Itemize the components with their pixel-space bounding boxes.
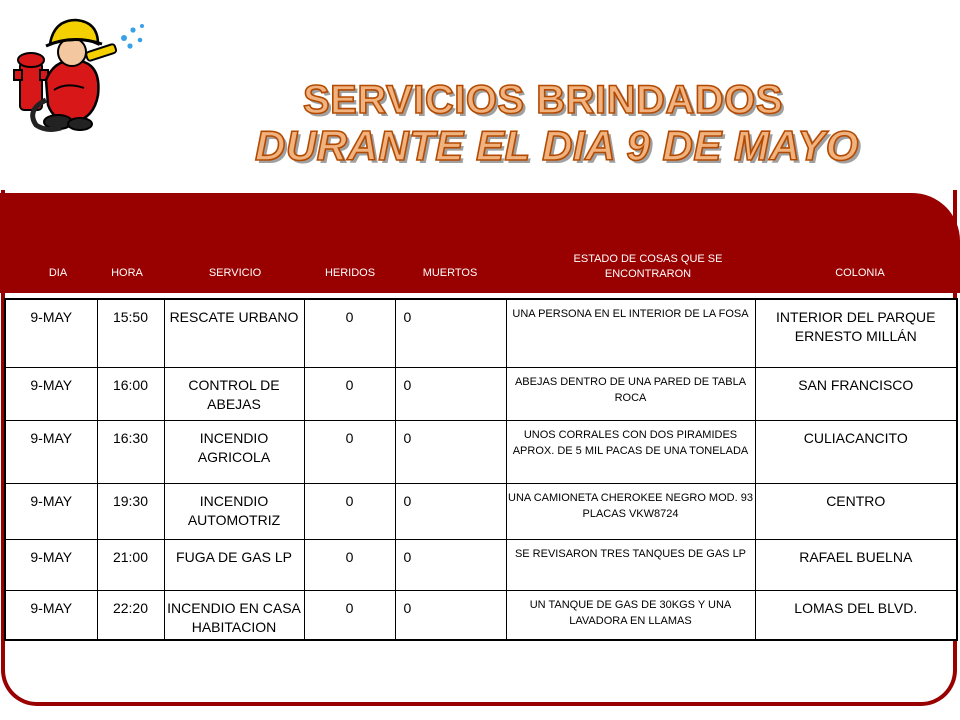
cell-colonia: RAFAEL BUELNA [755, 539, 957, 590]
cell-hora: 16:30 [97, 420, 164, 483]
cell-servicio: INCENDIO EN CASA HABITACION [164, 590, 304, 640]
cell-colonia: INTERIOR DEL PARQUE ERNESTO MILLÁN [755, 299, 957, 367]
cell-muertos: 0 [395, 367, 506, 420]
cell-heridos: 0 [304, 367, 395, 420]
cell-hora: 16:00 [97, 367, 164, 420]
cell-heridos: 0 [304, 483, 395, 539]
cell-hora: 22:20 [97, 590, 164, 640]
table-row [5, 367, 957, 420]
table-row [5, 420, 957, 483]
cell-colonia: SAN FRANCISCO [755, 367, 957, 420]
cell-hora: 21:00 [97, 539, 164, 590]
table-row [5, 299, 957, 367]
cell-estado: UN TANQUE DE GAS DE 30KGS Y UNA LAVADORA EN LLAMAS [506, 590, 755, 640]
cell-dia: 9-MAY [5, 590, 97, 640]
cell-dia: 9-MAY [5, 483, 97, 539]
cell-estado: ABEJAS DENTRO DE UNA PARED DE TABLA ROCA [506, 367, 755, 420]
cell-servicio: INCENDIO AUTOMOTRIZ [164, 483, 304, 539]
cell-muertos: 0 [395, 539, 506, 590]
cell-dia: 9-MAY [5, 299, 97, 367]
header-colonia: COLONIA [835, 267, 885, 279]
cell-heridos: 0 [304, 590, 395, 640]
cell-servicio: CONTROL DE ABEJAS [164, 367, 304, 420]
cell-estado: SE REVISARON TRES TANQUES DE GAS LP [506, 539, 755, 590]
header-hora: HORA [111, 267, 143, 279]
cell-hora: 15:50 [97, 299, 164, 367]
cell-heridos: 0 [304, 539, 395, 590]
cell-muertos: 0 [395, 299, 506, 367]
cell-hora: 19:30 [97, 483, 164, 539]
cell-colonia: CULIACANCITO [755, 420, 957, 483]
cell-colonia: LOMAS DEL BLVD. [755, 590, 957, 640]
cell-heridos: 0 [304, 299, 395, 367]
cell-servicio: FUGA DE GAS LP [164, 539, 304, 590]
cell-estado: UNA CAMIONETA CHEROKEE NEGRO MOD. 93 PLACAS VKW8724 [506, 483, 755, 539]
title-line-2: DURANTE EL DIA 9 DE MAYO [255, 122, 859, 169]
title-line-1: SERVICIOS BRINDADOS [303, 78, 783, 122]
cell-servicio: INCENDIO AGRICOLA [164, 420, 304, 483]
header-estado-line1: ESTADO DE COSAS QUE SE [573, 253, 723, 265]
cell-muertos: 0 [395, 483, 506, 539]
cell-dia: 9-MAY [5, 367, 97, 420]
header-dia: DIA [48, 267, 68, 279]
header-heridos: HERIDOS [324, 267, 376, 279]
table-row [5, 590, 957, 640]
cell-servicio: RESCATE URBANO [164, 299, 304, 367]
cell-estado: UNA PERSONA EN EL INTERIOR DE LA FOSA [506, 299, 755, 367]
table-row [5, 483, 957, 539]
header-muertos: MUERTOS [422, 267, 478, 279]
firefighter-mascot-icon [6, 10, 156, 135]
cell-dia: 9-MAY [5, 539, 97, 590]
services-table [4, 298, 958, 641]
header-estado-line2: ENCONTRARON [604, 268, 692, 280]
cell-muertos: 0 [395, 420, 506, 483]
cell-estado: UNOS CORRALES CON DOS PIRAMIDES APROX. DE 5 MIL PACAS DE UNA TONELADA [506, 420, 755, 483]
header-estado [536, 252, 760, 282]
cell-heridos: 0 [304, 420, 395, 483]
cell-dia: 9-MAY [5, 420, 97, 483]
table-row [5, 539, 957, 590]
cell-muertos: 0 [395, 590, 506, 640]
cell-colonia: CENTRO [755, 483, 957, 539]
header-servicio: SERVICIO [208, 267, 262, 279]
